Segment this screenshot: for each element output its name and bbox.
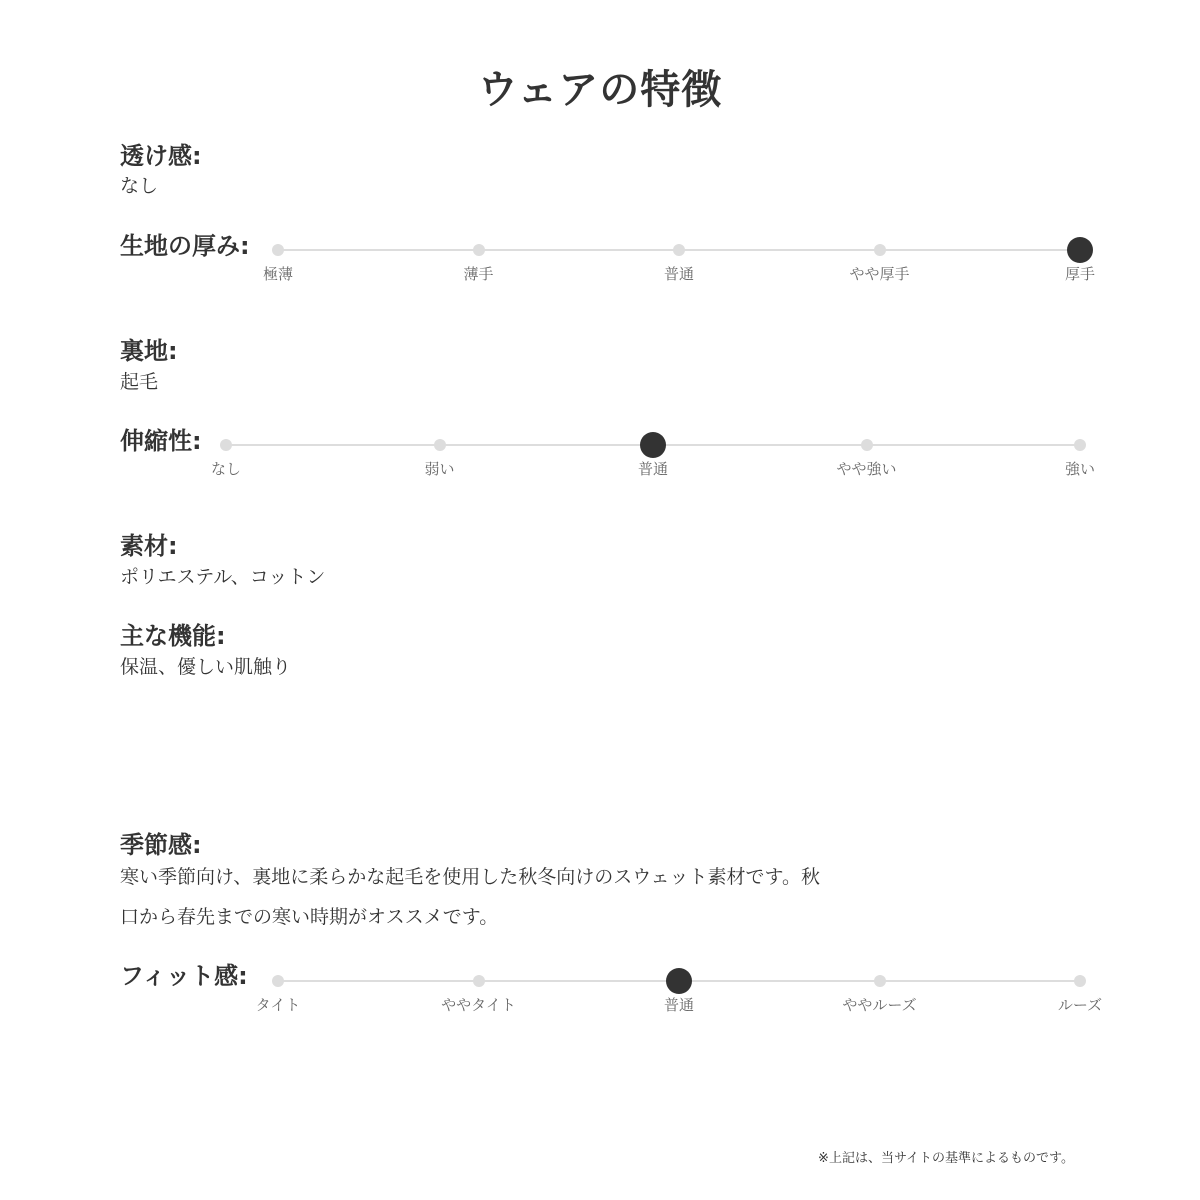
material-value: ポリエステル、コットン (120, 566, 326, 588)
stretch-dot (1074, 439, 1086, 451)
stretch-label: 伸縮性: (120, 427, 202, 455)
thickness-option-label: 普通 (663, 265, 694, 283)
stretch-dot (220, 439, 232, 451)
page-title: ウェアの特徴 (477, 67, 723, 113)
fit-option-label: 普通 (663, 996, 694, 1014)
thickness-dot (473, 244, 485, 256)
thickness-option-label: 厚手 (1064, 265, 1095, 283)
footnote: ※上記は、当サイトの基準によるものです。 (818, 1151, 1074, 1166)
fit-option-label: ルーズ (1057, 996, 1103, 1014)
fit-option-label: ややルーズ (842, 996, 917, 1014)
fit-dot (272, 975, 284, 987)
stretch-option-label: 弱い (424, 460, 455, 478)
thickness-option-label: やや厚手 (849, 265, 910, 283)
season-description-line: 口から春先までの寒い時期がオススメです。 (120, 906, 499, 928)
fit-dot-selected (666, 968, 692, 994)
stretch-option-label: なし (210, 460, 241, 478)
lining-value: 起毛 (120, 371, 159, 393)
fit-option-label: タイト (255, 996, 301, 1014)
fit-label: フィット感: (120, 962, 248, 990)
material-label: 素材: (120, 532, 178, 560)
thickness-option-label: 薄手 (463, 265, 494, 283)
functions-label: 主な機能: (120, 622, 226, 650)
thickness-dot (673, 244, 685, 256)
thickness-dot (874, 244, 886, 256)
lining-label: 裏地: (120, 337, 178, 365)
season-description-line: 寒い季節向け、裏地に柔らかな起毛を使用した秋冬向けのスウェット素材です。秋 (120, 866, 820, 888)
thickness-label: 生地の厚み: (120, 232, 250, 260)
functions-value: 保温、優しい肌触り (120, 656, 292, 678)
transparency-label: 透け感: (120, 142, 202, 170)
thickness-dot (272, 244, 284, 256)
fit-dot (874, 975, 886, 987)
transparency-value: なし (120, 175, 159, 197)
stretch-option-label: やや強い (836, 460, 897, 478)
fit-dot (1074, 975, 1086, 987)
stretch-dot (434, 439, 446, 451)
season-label: 季節感: (120, 831, 202, 859)
stretch-dot (861, 439, 873, 451)
stretch-dot-selected (640, 432, 666, 458)
thickness-dot-selected (1067, 237, 1093, 263)
thickness-option-label: 極薄 (262, 265, 293, 283)
fit-option-label: ややタイト (441, 996, 516, 1014)
stretch-option-label: 普通 (637, 460, 668, 478)
stretch-option-label: 強い (1064, 460, 1095, 478)
fit-dot (473, 975, 485, 987)
